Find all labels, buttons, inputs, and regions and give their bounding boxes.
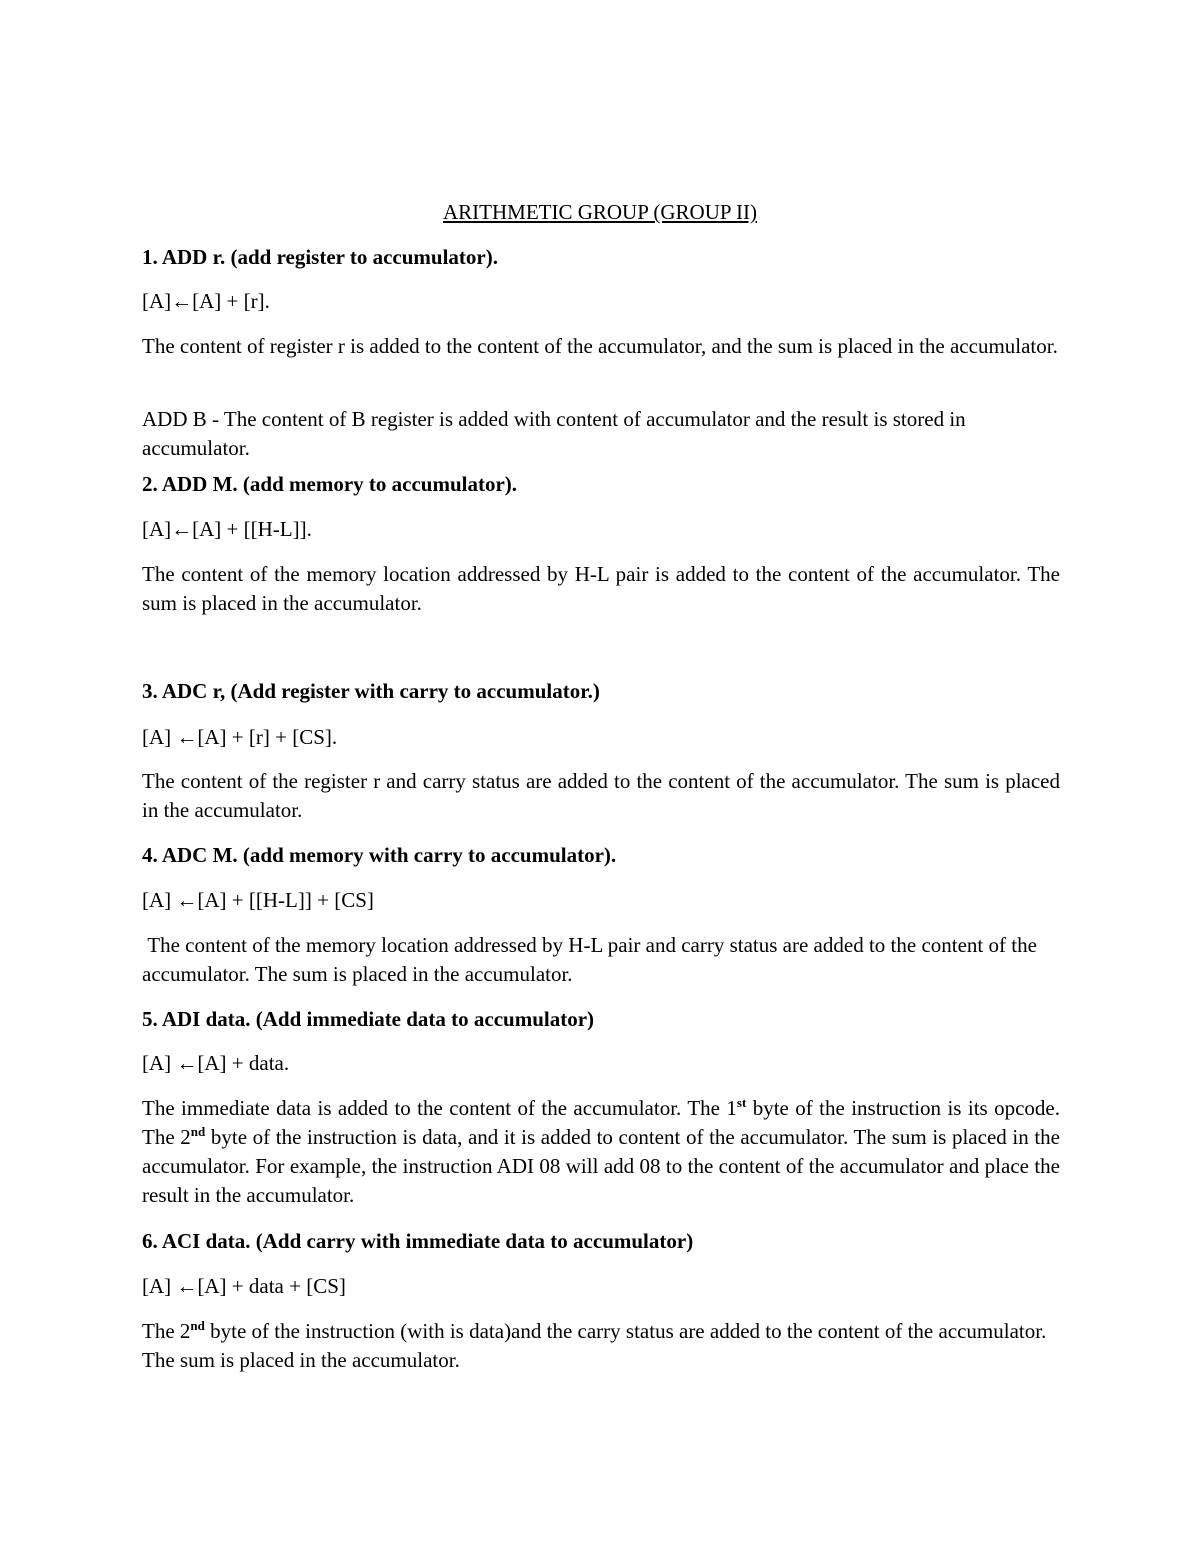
section-6-superscript-1: nd <box>190 1318 205 1333</box>
section-6-text-part-1: The 2 <box>142 1319 191 1343</box>
section-5-text-part-1: The immediate data is added to the content of the accumulator. The 1 <box>142 1096 737 1120</box>
section-6-text-part-2: byte of the instruction (with is data)and the carry status are added to the content of the accumulator. The sum is placed in the accumulator. <box>142 1319 1047 1372</box>
section-1-paragraph-1: The content of register r is added to the content of the accumulator, and the sum is placed in the accumulator. <box>142 334 1058 358</box>
section-6-heading: 6. ACI data. (Add carry with immediate data to accumulator) <box>142 1229 694 1253</box>
section-4-heading: 4. ADC M. (add memory with carry to accumulator). <box>142 843 617 867</box>
section-4-formula: [A] ←[A] + [[H-L]] + [CS] <box>142 888 374 912</box>
section-5-formula: [A] ←[A] + data. <box>142 1051 290 1075</box>
section-3-heading: 3. ADC r, (Add register with carry to accumulator.) <box>142 679 600 703</box>
section-2-formula: [A]←[A] + [[H-L]]. <box>142 517 312 541</box>
section-1-formula: [A]←[A] + [r]. <box>142 289 270 313</box>
section-5-text-part-3: byte of the instruction is data, and it is added to content of the accumulator. The sum is placed in the accumulator. For example, the instruction ADI 08 will add 08 to the content of the accumulator and place the result in the accumulator. <box>142 1125 1061 1207</box>
section-2-paragraph-1: The content of the memory location addressed by H-L pair is added to the content of the accumulator. The sum is placed in the accumulator. <box>142 562 1060 615</box>
section-6-paragraph-1 <box>142 1317 1060 1375</box>
section-5-superscript-2: nd <box>190 1124 206 1139</box>
section-2-heading: 2. ADD M. (add memory to accumulator). <box>142 472 518 496</box>
section-3-paragraph-1: The content of the register r and carry status are added to the content of the accumulator. The sum is placed in the accumulator. <box>142 769 1060 822</box>
section-1-paragraph-2: ADD B - The content of B register is added with content of accumulator and the result is stored in accumulator. <box>142 407 966 460</box>
section-5-text-part-2: byte of the instruction is its opcode. The 2 <box>142 1096 1060 1149</box>
page-title: ARITHMETIC GROUP (GROUP II) <box>442 200 757 224</box>
section-5-heading: 5. ADI data. (Add immediate data to accumulator) <box>142 1007 595 1031</box>
section-5-superscript-1: st <box>736 1095 747 1110</box>
section-6-formula: [A] ←[A] + data + [CS] <box>142 1274 346 1298</box>
section-4-paragraph-1: The content of the memory location addressed by H-L pair and carry status are added to the content of the accumulator. The sum is placed in the accumulator. <box>142 933 1043 986</box>
section-1-heading: 1. ADD r. (add register to accumulator). <box>142 245 498 269</box>
section-5-paragraph-1 <box>142 1094 1060 1210</box>
section-3-formula: [A] ←[A] + [r] + [CS]. <box>142 725 338 749</box>
